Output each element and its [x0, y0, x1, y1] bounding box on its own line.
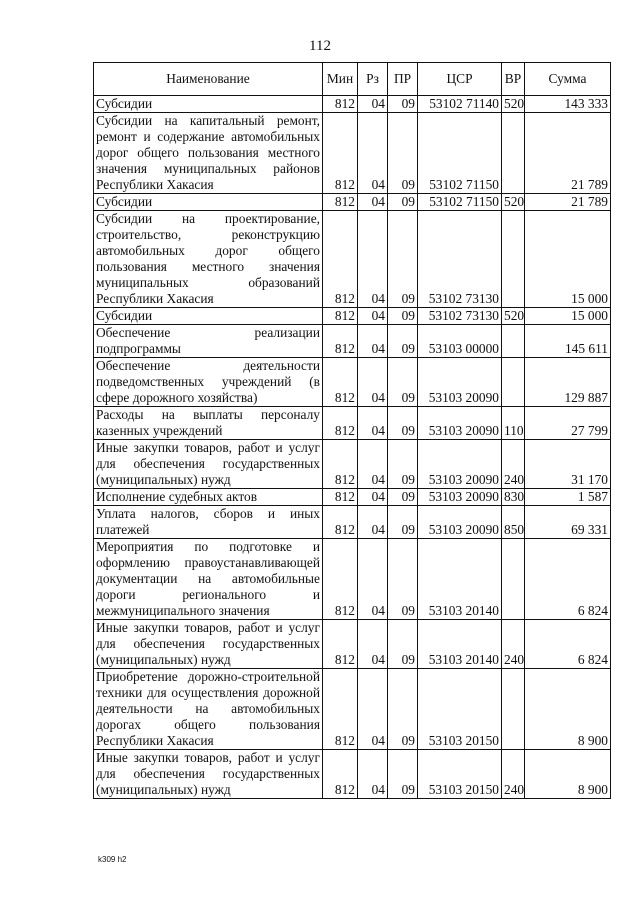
row-min: 812 — [323, 620, 358, 669]
row-csr: 53103 20090 — [418, 440, 502, 489]
row-csr: 53103 00000 — [418, 325, 502, 358]
row-csr: 53103 20090 — [418, 358, 502, 407]
row-min: 812 — [323, 750, 358, 799]
header-pr: ПР — [388, 63, 418, 96]
row-rz: 04 — [358, 750, 388, 799]
row-pr: 09 — [388, 440, 418, 489]
row-rz: 04 — [358, 620, 388, 669]
table-row — [94, 211, 611, 308]
row-name: Расходы на выплаты персоналу казенных учреждений — [94, 407, 323, 440]
row-name: Субсидии на проектирование, строительство, реконструкцию автомобильных дорог общего пользования местного значения муниципальных образований Республики Хакасия — [94, 211, 323, 308]
row-sum: 8 900 — [525, 750, 611, 799]
table-row — [94, 539, 611, 620]
row-pr: 09 — [388, 194, 418, 211]
row-sum: 1 587 — [525, 489, 611, 506]
page-number: 112 — [309, 38, 331, 54]
row-name: Исполнение судебных актов — [94, 489, 323, 506]
row-sum: 31 170 — [525, 440, 611, 489]
row-csr: 53102 71150 — [418, 113, 502, 194]
row-csr: 53103 20140 — [418, 620, 502, 669]
table-row — [94, 750, 611, 799]
row-pr: 09 — [388, 669, 418, 750]
header-vr: ВР — [502, 63, 525, 96]
table-row — [94, 308, 611, 325]
row-name: Субсидии на капитальный ремонт, ремонт и содержание автомобильных дорог общего пользования местного значения муниципальных районов Республики Хакасия — [94, 113, 323, 194]
row-name: Иные закупки товаров, работ и услуг для обеспечения государственных (муниципальных) нужд — [94, 440, 323, 489]
row-rz: 04 — [358, 358, 388, 407]
row-pr: 09 — [388, 620, 418, 669]
row-rz: 04 — [358, 194, 388, 211]
row-sum: 15 000 — [525, 308, 611, 325]
row-vr: 520 — [502, 194, 525, 211]
row-pr: 09 — [388, 750, 418, 799]
row-name: Субсидии — [94, 96, 323, 113]
header-sum: Сумма — [525, 63, 611, 96]
row-min: 812 — [323, 325, 358, 358]
header-min: Мин — [323, 63, 358, 96]
footer-code: k309 h2 — [98, 855, 127, 864]
row-rz: 04 — [358, 489, 388, 506]
table-row — [94, 620, 611, 669]
row-vr — [502, 211, 525, 308]
row-name: Приобретение дорожно-строительной техники для осуществления дорожной деятельности на автомобильных дорогах общего пользования Республики Хакасия — [94, 669, 323, 750]
row-vr: 110 — [502, 407, 525, 440]
row-vr: 240 — [502, 750, 525, 799]
row-sum: 21 789 — [525, 113, 611, 194]
row-sum: 143 333 — [525, 96, 611, 113]
row-rz: 04 — [358, 539, 388, 620]
row-sum: 21 789 — [525, 194, 611, 211]
row-min: 812 — [323, 96, 358, 113]
table-row — [94, 407, 611, 440]
row-pr: 09 — [388, 325, 418, 358]
row-vr: 240 — [502, 620, 525, 669]
row-name: Субсидии — [94, 308, 323, 325]
table-body — [94, 96, 611, 799]
table-row — [94, 358, 611, 407]
row-min: 812 — [323, 358, 358, 407]
row-min: 812 — [323, 194, 358, 211]
row-sum: 27 799 — [525, 407, 611, 440]
row-name: Обеспечение реализации подпрограммы — [94, 325, 323, 358]
row-min: 812 — [323, 669, 358, 750]
row-csr: 53102 73130 — [418, 308, 502, 325]
table-row — [94, 489, 611, 506]
row-sum: 145 611 — [525, 325, 611, 358]
row-vr: 520 — [502, 308, 525, 325]
row-name: Обеспечение деятельности подведомственных учреждений (в сфере дорожного хозяйства) — [94, 358, 323, 407]
row-vr: 830 — [502, 489, 525, 506]
row-vr: 850 — [502, 506, 525, 539]
row-pr: 09 — [388, 358, 418, 407]
row-min: 812 — [323, 113, 358, 194]
header-name: Наименование — [94, 63, 323, 96]
row-name: Субсидии — [94, 194, 323, 211]
row-csr: 53103 20150 — [418, 750, 502, 799]
row-sum: 6 824 — [525, 620, 611, 669]
row-sum: 129 887 — [525, 358, 611, 407]
row-name: Мероприятия по подготовке и оформлению правоустанавливающей документации на автомобильные дороги регионального и межмуниципального значения — [94, 539, 323, 620]
table-row — [94, 669, 611, 750]
row-rz: 04 — [358, 113, 388, 194]
row-csr: 53102 71150 — [418, 194, 502, 211]
header-row — [94, 63, 611, 96]
row-sum: 6 824 — [525, 539, 611, 620]
row-rz: 04 — [358, 325, 388, 358]
row-pr: 09 — [388, 113, 418, 194]
row-pr: 09 — [388, 211, 418, 308]
row-rz: 04 — [358, 211, 388, 308]
row-csr: 53103 20140 — [418, 539, 502, 620]
row-vr — [502, 325, 525, 358]
row-vr — [502, 113, 525, 194]
row-vr — [502, 358, 525, 407]
row-pr: 09 — [388, 489, 418, 506]
row-rz: 04 — [358, 407, 388, 440]
row-min: 812 — [323, 539, 358, 620]
row-min: 812 — [323, 489, 358, 506]
row-min: 812 — [323, 308, 358, 325]
row-pr: 09 — [388, 96, 418, 113]
header-csr: ЦСР — [418, 63, 502, 96]
table-row — [94, 440, 611, 489]
row-pr: 09 — [388, 407, 418, 440]
row-sum: 69 331 — [525, 506, 611, 539]
table-row — [94, 113, 611, 194]
row-name: Уплата налогов, сборов и иных платежей — [94, 506, 323, 539]
row-min: 812 — [323, 440, 358, 489]
row-csr: 53103 20090 — [418, 407, 502, 440]
row-sum: 8 900 — [525, 669, 611, 750]
row-csr: 53103 20090 — [418, 489, 502, 506]
row-csr: 53102 73130 — [418, 211, 502, 308]
row-rz: 04 — [358, 669, 388, 750]
row-min: 812 — [323, 211, 358, 308]
row-min: 812 — [323, 506, 358, 539]
table-row — [94, 96, 611, 113]
row-name: Иные закупки товаров, работ и услуг для обеспечения государственных (муниципальных) нужд — [94, 620, 323, 669]
row-csr: 53103 20150 — [418, 669, 502, 750]
row-min: 812 — [323, 407, 358, 440]
row-rz: 04 — [358, 96, 388, 113]
header-rz: Рз — [358, 63, 388, 96]
row-rz: 04 — [358, 308, 388, 325]
row-rz: 04 — [358, 440, 388, 489]
row-csr: 53103 20090 — [418, 506, 502, 539]
row-vr: 240 — [502, 440, 525, 489]
row-name: Иные закупки товаров, работ и услуг для обеспечения государственных (муниципальных) нужд — [94, 750, 323, 799]
row-csr: 53102 71140 — [418, 96, 502, 113]
table-row — [94, 194, 611, 211]
row-pr: 09 — [388, 539, 418, 620]
row-vr — [502, 539, 525, 620]
row-pr: 09 — [388, 308, 418, 325]
row-sum: 15 000 — [525, 211, 611, 308]
budget-table — [93, 62, 611, 799]
row-pr: 09 — [388, 506, 418, 539]
table-row — [94, 325, 611, 358]
row-vr: 520 — [502, 96, 525, 113]
row-rz: 04 — [358, 506, 388, 539]
row-vr — [502, 669, 525, 750]
table-row — [94, 506, 611, 539]
